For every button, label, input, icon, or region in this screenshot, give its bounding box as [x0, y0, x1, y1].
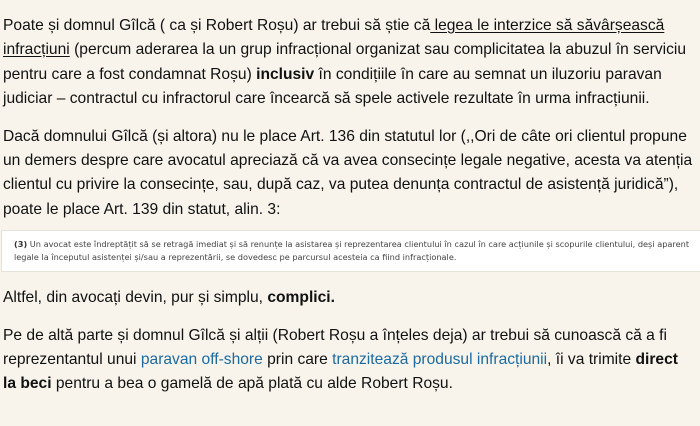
paragraph-complici [3, 286, 695, 310]
link-tranziteaza-produsul[interactable]: tranzitează produsul infracțiunii [332, 351, 548, 369]
paragraph1-intro: Poate și domnul Gîlcă ( ca și Robert Roșu) ar trebui să știe că [3, 17, 431, 34]
paragraph4-bold: direct la beci [3, 351, 678, 393]
paragraph1-underlined-phrase: legea le interzice să săvârșească infracțiuni [3, 17, 665, 59]
quoted-statute-box [1, 230, 700, 272]
paragraph4-mid: prin care [262, 351, 333, 369]
paragraph1-end: în condițiile în care au semnat un iluzoriu paravan judiciar – contractul cu infractorul care încearcă să spele activele rezultate în urma infracțiunii. [3, 65, 662, 108]
paragraph-article-136: Dacă domnului Gîlcă (și altora) nu le place Art. 136 din statutul lor (,,Ori de câte ori clientul propune un demers despre care avocatul apreciază că va avea consecințe legale negative, acesta va atenția clientul cu privire la consecințe, sau, după caz, va putea denunța contractul de asistență juridică”), poate le place Art. 139 din statut, alin. 3: [3, 127, 693, 218]
paragraph3-text: Altfel, din avocați devin, pur și simplu, [3, 289, 268, 307]
paragraph4-mid2: , îi va trimite [547, 351, 636, 369]
link-paravan-offshore[interactable]: paravan off-shore [140, 351, 263, 369]
paragraph1-middle: (percum aderarea la un grup infracțional organizat sau complicitatea la abuzul în serviciu pentru care a fost condamnat Roșu) [3, 41, 687, 83]
paragraph1-bold-word: inclusiv [256, 65, 315, 83]
paragraph4-end: pentru a bea o gamelă de apă plată cu alde Robert Roșu. [51, 375, 453, 393]
paragraph-offshore [3, 324, 695, 397]
quote-number: (3) [14, 239, 28, 250]
paragraph3-bold: complici. [267, 289, 335, 307]
paragraph-legal-obligation [3, 14, 695, 112]
quote-text: Un avocat este îndreptățit să se retragă imediat și să renunțe la asistarea și reprezentarea clientului în cazul în care acțiunile și scopurile clientului, deși aparent legale la începutul asistenței și/sau a reprezentării, se dovedesc pe parcursul acesteia ca fiind infracționale. [14, 239, 690, 263]
paragraph4-intro: Pe de altă parte și domnul Gîlcă și alții (Robert Roșu a înțeles deja) ar trebui să cunoască că a fi reprezentantul unui [3, 326, 667, 369]
